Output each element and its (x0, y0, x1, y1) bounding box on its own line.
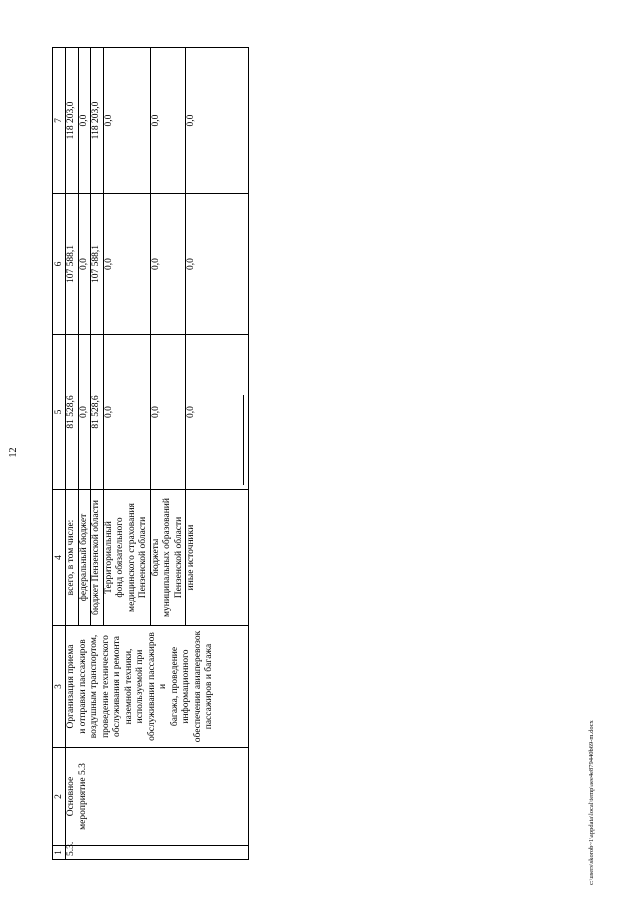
value-cell: 107 588,1 (66, 194, 79, 335)
source-label-line: бюджет Пензенской области (91, 500, 101, 615)
description-line: обслуживании пассажиров и (146, 632, 168, 741)
value-cell: 0,0 (103, 48, 150, 194)
value-cell: 81 528,6 (66, 335, 79, 490)
source-label-line: иные источники (186, 524, 196, 591)
description-line: обеспечения авиаперевозок (192, 630, 203, 743)
source-label-line: федеральный бюджет (78, 513, 89, 602)
description-line: используемой при (135, 649, 145, 724)
description-line: Организация приема (66, 644, 76, 729)
source-label-line: медицинского страхования (126, 503, 137, 612)
value-cell: 0,0 (103, 194, 150, 335)
program-table (52, 47, 249, 860)
header-cell: 6 (53, 194, 66, 335)
value-cell: 0,0 (186, 194, 249, 335)
header-cell: 5 (53, 335, 66, 490)
source-label (91, 490, 104, 626)
description-line: багажа, проведение (169, 646, 180, 727)
header-cell: 1 (53, 846, 66, 860)
description-line: наземной техники, (123, 648, 134, 725)
value-cell: 0,0 (186, 48, 249, 194)
value-cell: 0,0 (78, 194, 91, 335)
source-label-line: бюджеты (150, 538, 161, 577)
source-label (103, 490, 150, 626)
description-line: и отправки пассажиров (77, 639, 88, 734)
header-cell: 4 (53, 490, 66, 626)
source-label (66, 490, 79, 626)
description-line: проведение технического (100, 635, 111, 738)
source-label-line: Пензенской области (173, 516, 184, 599)
description-line: информационного (181, 649, 191, 724)
header-cell: 2 (53, 748, 66, 846)
header-cell: 7 (53, 48, 66, 194)
measure-description (66, 626, 249, 748)
file-path: c:\users\skorob~1\appdata\local\temp\aee4e879440b69-m.docx (588, 720, 595, 885)
value-cell: 81 528,6 (91, 335, 104, 490)
source-label (186, 490, 249, 626)
value-cell: 107 588,1 (91, 194, 104, 335)
measure-name (66, 748, 249, 846)
value-cell: 0,0 (78, 48, 91, 194)
description-line: обслуживания и ремонта (112, 635, 122, 738)
row-number: 5.3. (66, 846, 249, 860)
measure-name-line: мероприятие 5.3 (77, 763, 88, 830)
source-label-line: муниципальных образований (162, 498, 172, 617)
measure-name-line: Основное (66, 776, 76, 817)
page-number: 12 (8, 447, 19, 458)
header-row (53, 48, 66, 860)
source-label (150, 490, 186, 626)
source-label-line: Территориальный (103, 521, 114, 594)
value-cell: 118 203,0 (91, 48, 104, 194)
source-label-line: всего, в том числе: (66, 519, 76, 596)
value-cell: 0,0 (103, 335, 150, 490)
source-label-line: фонд обязательного (115, 517, 125, 598)
value-cell: 0,0 (186, 335, 249, 490)
source-label-line: Пензенской области (138, 516, 148, 599)
value-cell: 0,0 (78, 335, 91, 490)
value-cell: 0,0 (150, 335, 186, 490)
value-cell: 0,0 (150, 48, 186, 194)
description-line: пассажиров и багажа (204, 643, 214, 730)
header-cell: 3 (53, 626, 66, 748)
value-cell: 0,0 (150, 194, 186, 335)
table-row (66, 48, 79, 860)
description-line: воздушным транспортом, (89, 634, 99, 739)
separator-line (243, 395, 244, 485)
value-cell: 118 203,0 (66, 48, 79, 194)
source-label (78, 490, 91, 626)
